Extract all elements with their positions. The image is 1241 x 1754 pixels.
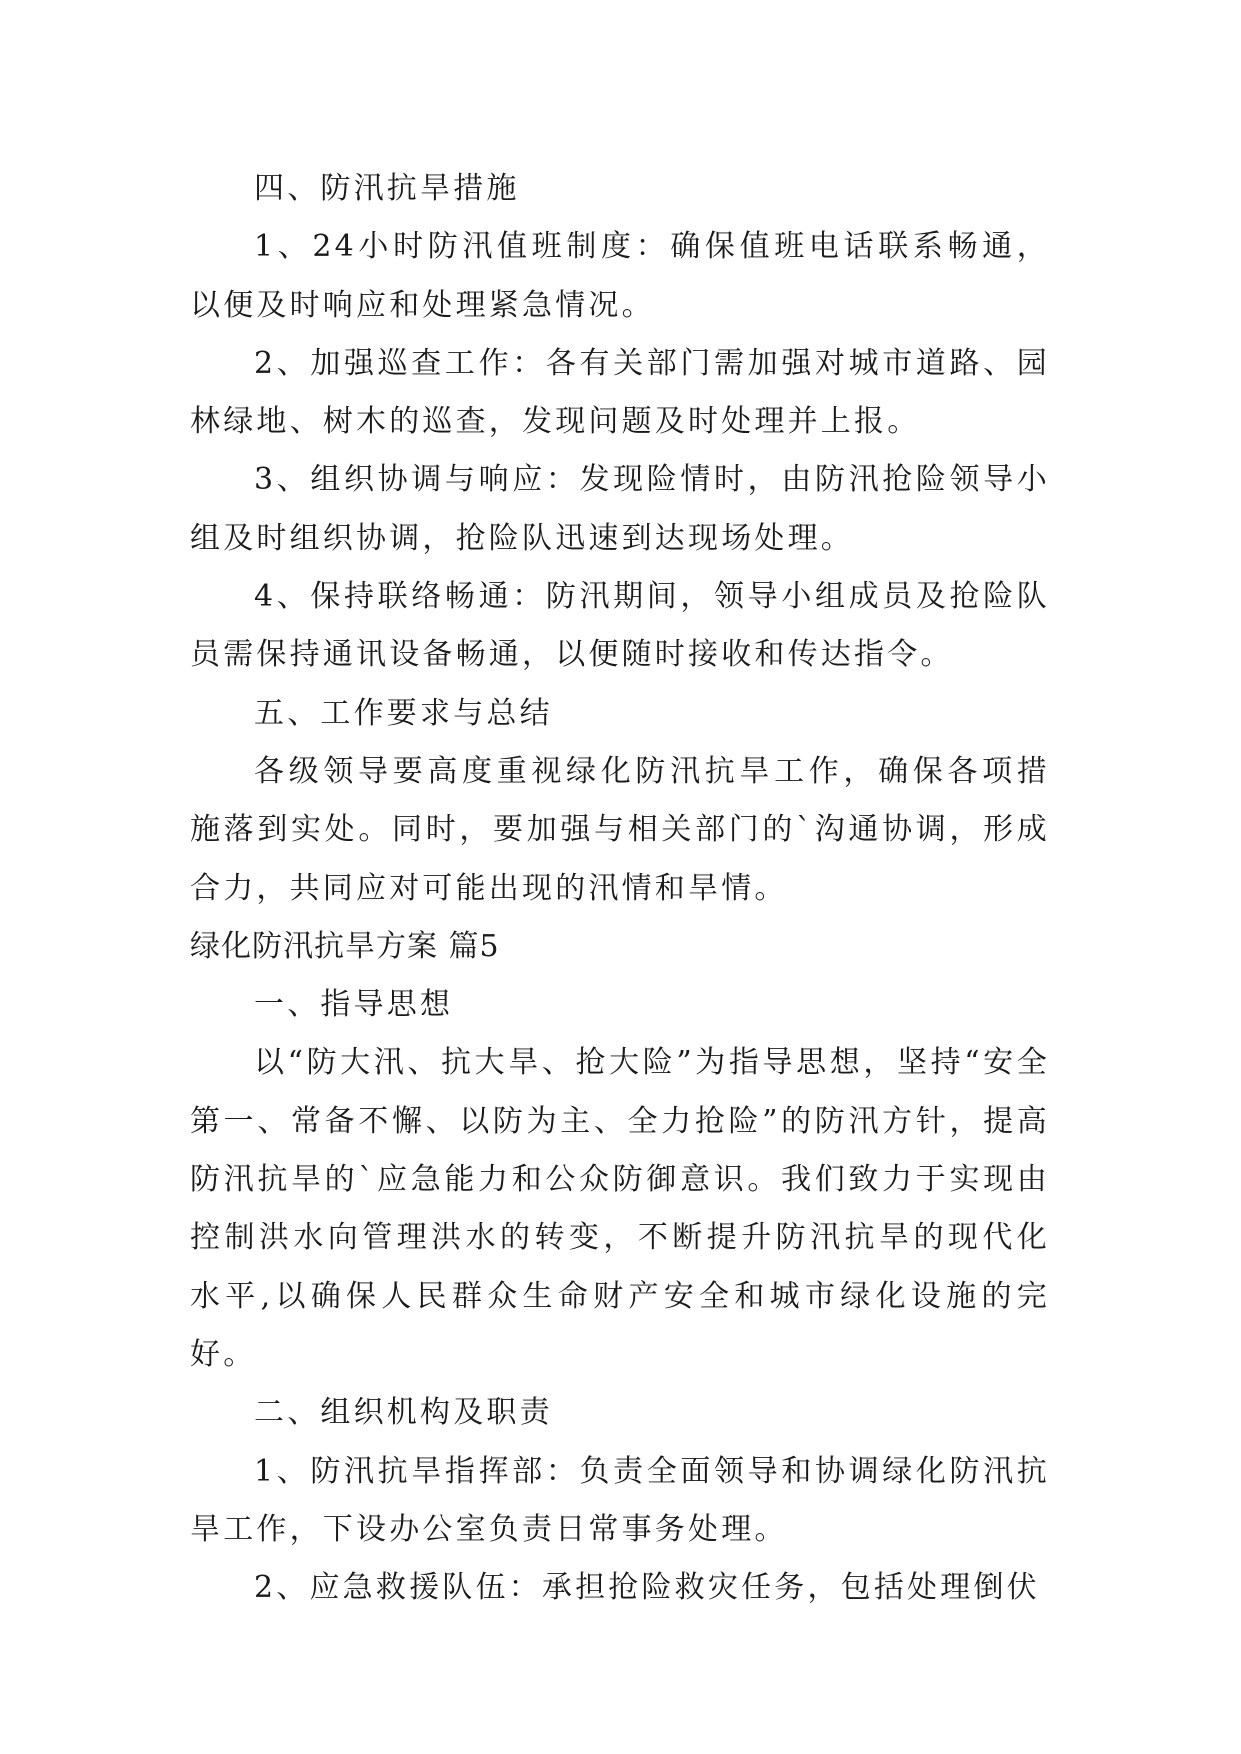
- paragraph-patrol: 2、加强巡查工作：各有关部门需加强对城市道路、园林绿地、树木的巡查，发现问题及时处理并上报。: [190, 345, 1050, 440]
- section-heading-guiding-ideology: 一、指导思想: [254, 987, 454, 1023]
- paragraph-requirements: 各级领导要高度重视绿化防汛抗旱工作，确保各项措施落到实处。同时，要加强与相关部门的`沟通协调，形成合力，共同应对可能出现的汛情和旱情。: [190, 753, 1050, 906]
- document-body: [190, 160, 1050, 1617]
- paragraph-guiding-ideology: 以“防大汛、抗大旱、抢大险”为指导思想，坚持“安全第一、常备不懈、以防为主、全力抢险”的防汛方针，提高防汛抗旱的`应急能力和公众防御意识。我们致力于实现由控制洪水向管理洪水的转变，不断提升防汛抗旱的现代化水平,以确保人民群众生命财产安全和城市绿化设施的完好。: [190, 1045, 1050, 1372]
- paragraph-duty-system: 1、24小时防汛值班制度：确保值班电话联系畅通，以便及时响应和处理紧急情况。: [190, 229, 1050, 323]
- paragraph-headquarters: 1、防汛抗旱指挥部：负责全面领导和协调绿化防汛抗旱工作，下设办公室负责日常事务处理。: [190, 1453, 1050, 1547]
- section-heading-organization: 二、组织机构及职责: [254, 1395, 553, 1431]
- article-title: 绿化防汛抗旱方案 篇5: [190, 928, 500, 964]
- section-heading-requirements: 五、工作要求与总结: [254, 695, 553, 731]
- paragraph-rescue-team: 2、应急救援队伍：承担抢险救灾任务，包括处理倒伏: [254, 1570, 1040, 1606]
- paragraph-coordination: 3、组织协调与响应：发现险情时，由防汛抢险领导小组及时组织协调，抢险队迅速到达现场处理。: [190, 462, 1050, 556]
- section-heading-measures: 四、防汛抗旱措施: [254, 171, 520, 206]
- paragraph-communication: 4、保持联络畅通：防汛期间，领导小组成员及抢险队员需保持通讯设备畅通，以便随时接收和传达指令。: [190, 579, 1050, 673]
